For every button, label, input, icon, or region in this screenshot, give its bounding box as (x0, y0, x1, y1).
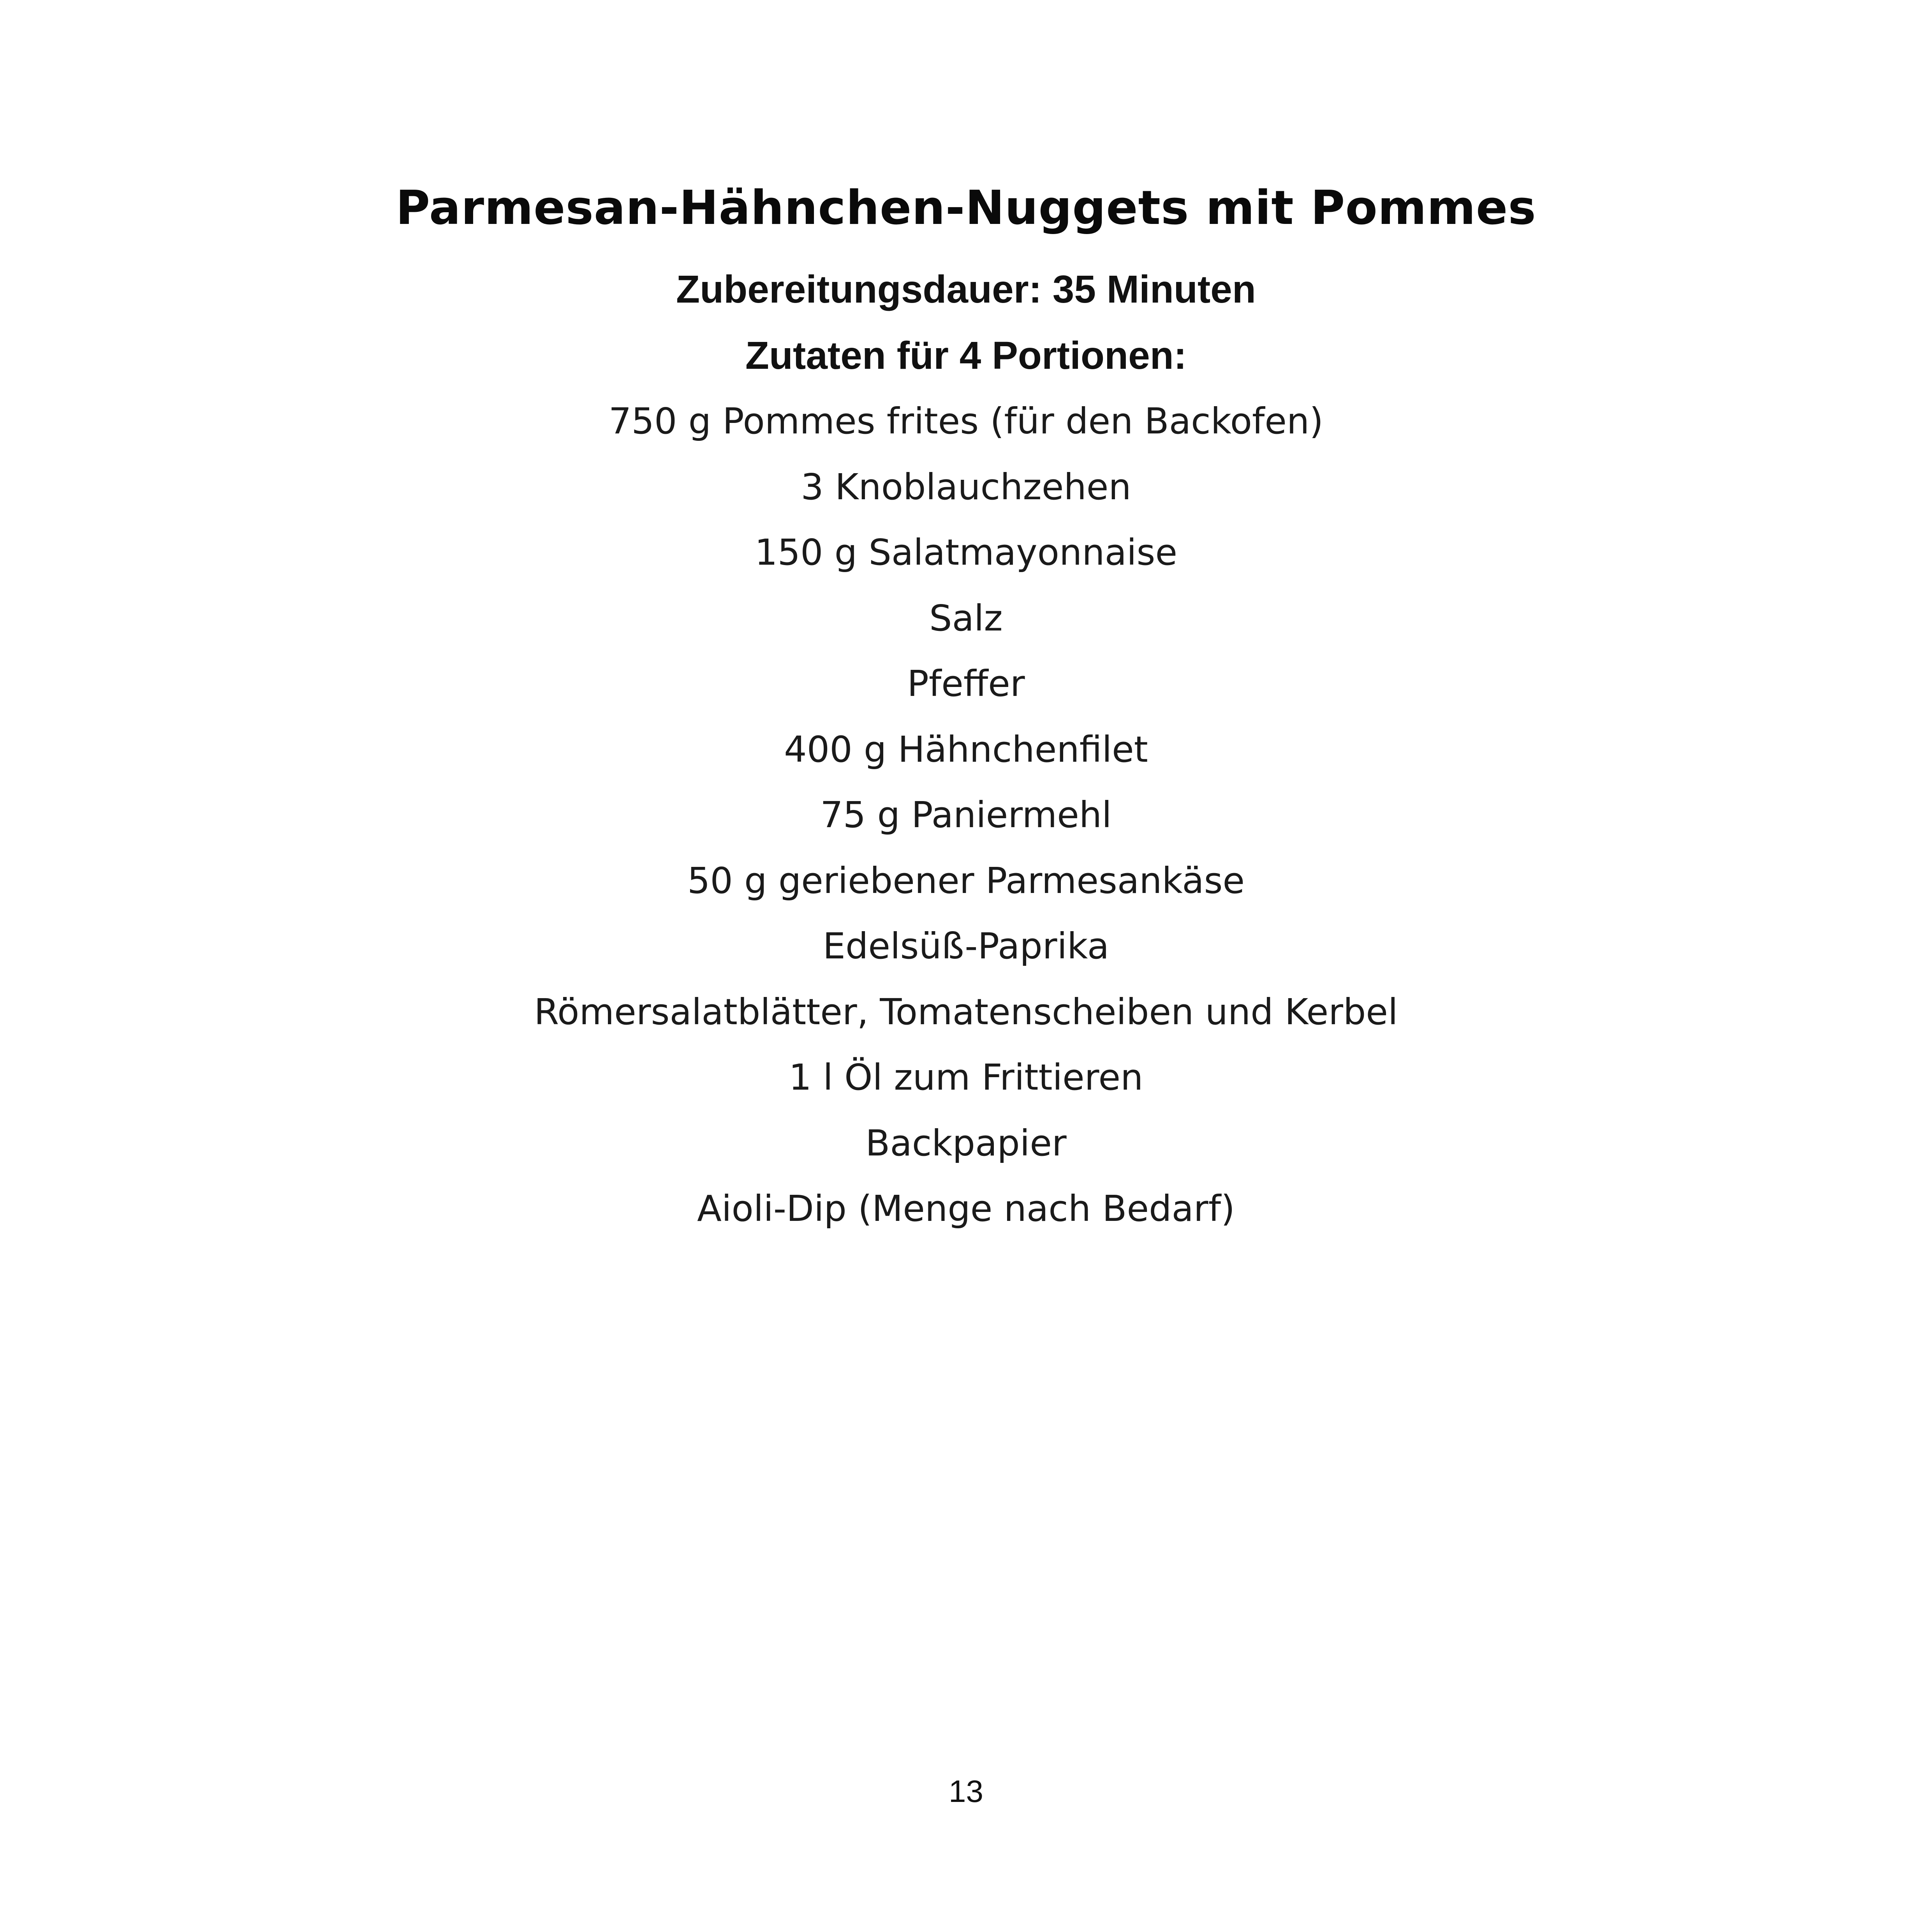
recipe-title: Parmesan-Hähnchen-Nuggets mit Pommes (396, 181, 1536, 235)
ingredient-item: 50 g geriebener Parmesankäse (687, 859, 1245, 902)
page-number: 13 (949, 1774, 983, 1809)
ingredient-item: Salz (929, 597, 1003, 639)
ingredient-item: 750 g Pommes frites (für den Backofen) (608, 400, 1324, 442)
servings-heading: Zutaten für 4 Portionen: (745, 334, 1187, 377)
ingredient-item: 400 g Hähnchenfilet (784, 728, 1148, 770)
ingredient-item: 3 Knoblauchzehen (801, 466, 1131, 508)
ingredient-item: 150 g Salatmayonnaise (754, 532, 1178, 573)
ingredient-list (0, 396, 1932, 1249)
ingredient-item: Edelsüß-Paprika (822, 925, 1110, 967)
ingredient-item: Aioli-Dip (Menge nach Bedarf) (697, 1188, 1235, 1229)
ingredient-item: 75 g Paniermehl (820, 794, 1112, 836)
ingredient-item: 1 l Öl zum Frittieren (789, 1057, 1143, 1098)
prep-time: Zubereitungsdauer: 35 Minuten (676, 268, 1256, 311)
ingredient-item: Römersalatblätter, Tomatenscheiben und Kerbel (534, 991, 1398, 1033)
ingredient-item: Backpapier (865, 1122, 1067, 1164)
ingredient-item: Pfeffer (907, 663, 1025, 704)
